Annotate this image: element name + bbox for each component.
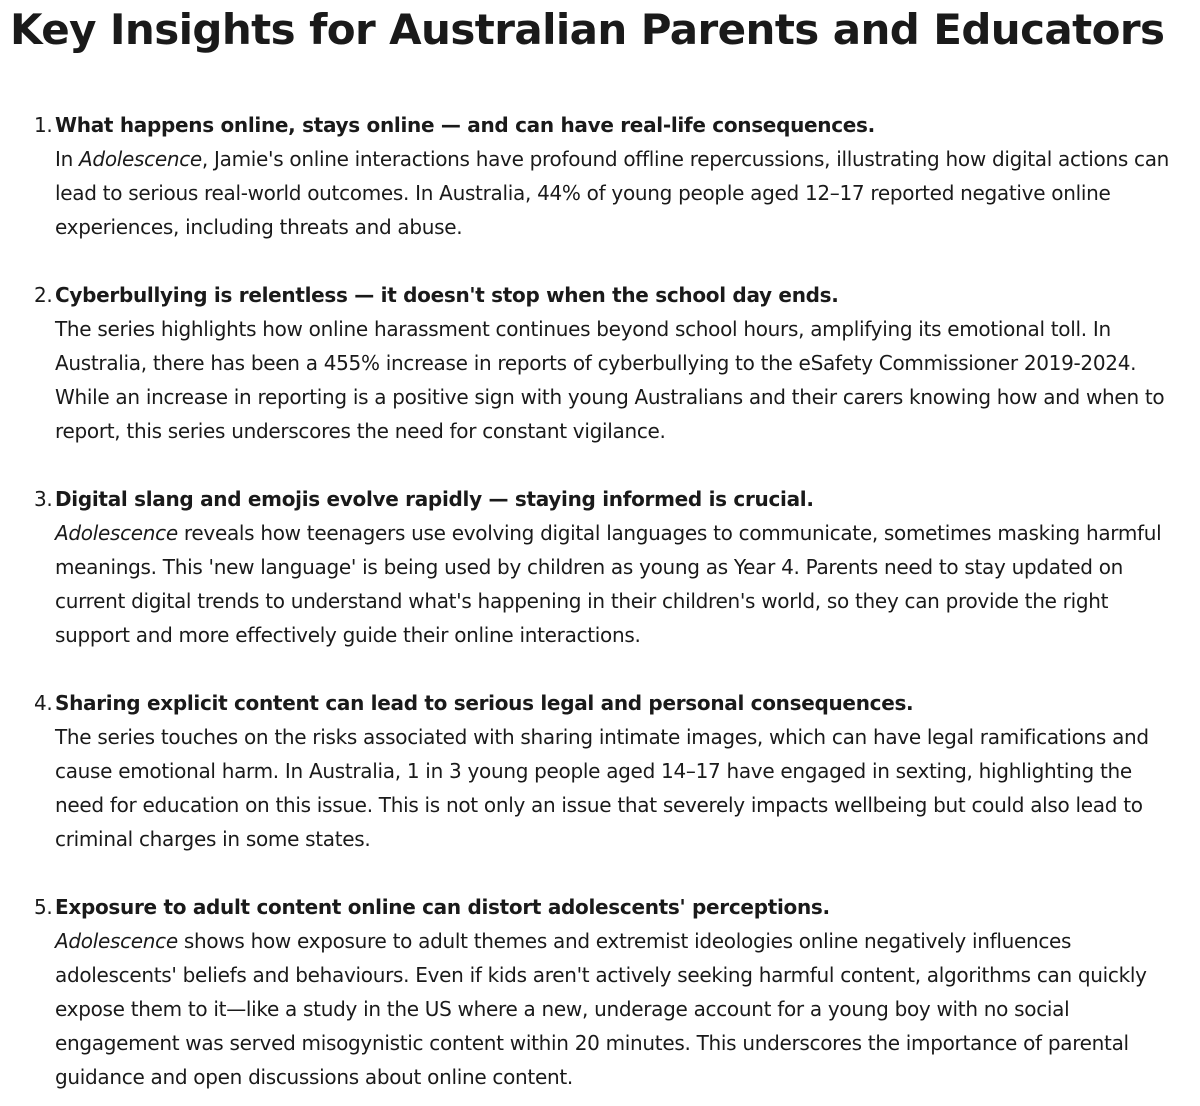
insight-heading: Digital slang and emojis evolve rapidly — staying informed is crucial. <box>55 487 814 511</box>
insight-body-prefix: In <box>55 147 80 171</box>
insight-heading: Sharing explicit content can lead to serious legal and personal consequences. <box>55 691 914 715</box>
insight-body <box>55 720 1178 856</box>
show-title: Adolescence <box>79 147 202 171</box>
insight-number: 5. <box>34 895 53 919</box>
insight-heading: Cyberbullying is relentless — it doesn't stop when the school day ends. <box>55 283 839 307</box>
insight-number: 2. <box>34 283 53 307</box>
insights-list <box>10 108 1178 1094</box>
insight-item <box>10 482 1178 652</box>
insight-body <box>55 142 1178 244</box>
insight-body-text: , Jamie's online interactions have profound offline repercussions, illustrating how digital actions can lead to serious real-world outcomes. In Australia, 44% of young people aged 12–17 reported negative online experiences, including threats and abuse. <box>55 147 1170 239</box>
show-title: Adolescence <box>55 521 178 545</box>
insight-heading: Exposure to adult content online can distort adolescents' perceptions. <box>55 895 830 919</box>
insight-number: 4. <box>34 691 53 715</box>
insight-body-text: The series touches on the risks associated with sharing intimate images, which can have legal ramifications and cause emotional harm. In Australia, 1 in 3 young people aged 14–17 have engaged in sexting, highlighting the need for education on this issue. This is not only an issue that severely impacts wellbeing but could also lead to criminal charges in some states. <box>55 725 1149 851</box>
insight-number: 1. <box>34 113 53 137</box>
show-title: Adolescence <box>55 929 178 953</box>
insight-body-text: reveals how teenagers use evolving digital languages to communicate, sometimes masking harmful meanings. This 'new language' is being used by children as young as Year 4. Parents need to stay updated on current digital trends to understand what's happening in their children's world, so they can provide the right support and more effectively guide their online interactions. <box>55 521 1162 647</box>
page-title: Key Insights for Australian Parents and Educators <box>10 5 1165 54</box>
insight-item <box>10 890 1178 1094</box>
insight-number: 3. <box>34 487 53 511</box>
insight-item <box>10 686 1178 856</box>
insight-item <box>10 108 1178 244</box>
insight-item <box>10 278 1178 448</box>
insight-body <box>55 924 1178 1094</box>
insight-body-text: The series highlights how online harassment continues beyond school hours, amplifying its emotional toll. In Australia, there has been a 455% increase in reports of cyberbullying to the eSafety Commissioner 2019-2024. While an increase in reporting is a positive sign with young Australians and their carers knowing how and when to report, this series underscores the need for constant vigilance. <box>55 317 1165 443</box>
insight-body <box>55 516 1178 652</box>
insight-body <box>55 312 1178 448</box>
insight-heading: What happens online, stays online — and can have real-life consequences. <box>55 113 875 137</box>
insight-body-text: shows how exposure to adult themes and extremist ideologies online negatively influences adolescents' beliefs and behaviours. Even if kids aren't actively seeking harmful content, algorithms can quickly expose them to it—like a study in the US where a new, underage account for a young boy with no social engagement was served misogynistic content within 20 minutes. This underscores the importance of parental guidance and open discussions about online content. <box>55 929 1147 1089</box>
